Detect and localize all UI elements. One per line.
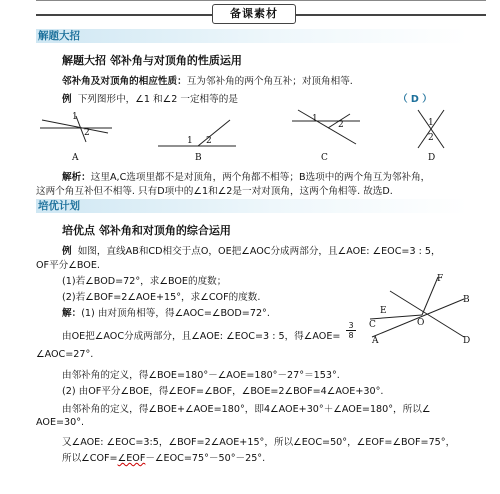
solution-line1 <box>62 305 270 319</box>
example2-text: 如图，直线AB和CD相交于点O，OE把∠AOC分成两部分，且∠AOE: ∠EOC=3 : 5， <box>77 246 441 257</box>
analysis-line1 <box>62 169 430 183</box>
fig-d-angle2: 2 <box>428 133 434 143</box>
solution-label: 解： <box>62 308 82 319</box>
property-line <box>62 73 353 87</box>
fig-c-angle1: 1 <box>312 114 318 124</box>
label-d: D <box>463 336 471 346</box>
solution-line5: (2) 由OF平分∠BOE，得∠EOF=∠BOF，∠BOE=2∠BOF=4∠AOE+30°. <box>62 386 384 397</box>
section-label-advanced: 培优计划 <box>36 199 468 213</box>
analysis-label: 解析： <box>62 172 91 183</box>
example1-text: 下列图形中，∠1 和∠2 一定相等的是 <box>77 94 238 105</box>
solution-line9 <box>62 450 265 464</box>
banner-title: 备课素材 <box>212 4 296 24</box>
analysis-line2: 这两个角互补但不相等. 只有D项中的∠1和∠2是一对对顶角，这两个角相等. 故选D. <box>36 186 393 197</box>
fig-a-angle1: 1 <box>72 112 78 122</box>
solution-line3: ∠AOC=27°. <box>36 349 94 360</box>
figure-c <box>292 110 360 144</box>
fig-a-angle2: 2 <box>84 128 90 138</box>
label-c: C <box>369 320 376 330</box>
example1-line <box>62 91 238 105</box>
fraction-numerator: 3 <box>348 321 354 330</box>
fig-b-caption: B <box>195 153 202 163</box>
section-label-tips: 解题大招 <box>36 29 468 43</box>
label-b: B <box>463 295 470 305</box>
fig-d-angle1: 1 <box>428 118 434 128</box>
solution9-c: －∠EOC=75°－50°－25°. <box>145 453 266 464</box>
solution9-b: ∠EOF <box>117 453 146 464</box>
solution-text1: (1) 由对顶角相等，得∠AOC=∠BOD=72°. <box>81 308 270 319</box>
example2-line2: OF平分∠BOE. <box>36 260 100 271</box>
analysis-text1: 这里A,C选项里都不是对顶角，两个角都不相等；B选项中的两个角互为邻补角， <box>90 172 431 183</box>
label-o: O <box>417 318 425 328</box>
section1-title: 解题大招 邻补角与对顶角的性质运用 <box>62 54 242 67</box>
example2-line1 <box>62 243 441 257</box>
label-a: A <box>372 336 379 346</box>
top-border <box>36 0 486 1</box>
solution-line7: AOE=30°. <box>36 417 85 428</box>
property-text: 互为邻补角的两个角互补；对顶角相等. <box>186 76 353 87</box>
fig-b-angle2: 2 <box>206 136 212 146</box>
fig-c-angle2: 2 <box>338 120 344 130</box>
solution9-a: 所以∠COF= <box>62 453 118 464</box>
question1: (1)若∠BOD=72°，求∠BOE的度数； <box>62 276 227 287</box>
example1-answer: （ D ） <box>398 94 432 105</box>
fraction-three-eighths <box>346 321 356 340</box>
example1-label: 例 <box>62 94 72 105</box>
fig-d-caption: D <box>428 153 436 163</box>
solution-line8: 又∠AOE: ∠EOC=3:5，∠BOF=2∠AOE+15°，所以∠EOC=50°，∠EOF=∠BOF=75°， <box>62 437 456 448</box>
figures-row <box>30 104 470 162</box>
section2-title: 培优点 邻补角和对顶角的综合运用 <box>62 224 231 237</box>
solution-line6: 由邻补角的定义，得∠BOE+∠AOE=180°，即4∠AOE+30°＋∠AOE=180°，所以∠ <box>62 404 431 415</box>
label-f: F <box>437 274 444 284</box>
figure-b <box>158 120 236 146</box>
solution-line4: 由邻补角的定义，得∠BOE=180°－∠AOE=180°－27°＝153°. <box>62 370 340 381</box>
fig-a-caption: A <box>72 153 79 163</box>
fig-c-caption: C <box>321 153 328 163</box>
question2: (2)若∠BOF=2∠AOE+15°，求∠COF的度数. <box>62 292 261 303</box>
fig-b-angle1: 1 <box>187 136 193 146</box>
fraction-denominator: 8 <box>346 330 356 340</box>
label-e: E <box>380 306 387 316</box>
solution-line2: 由OE把∠AOC分成两部分，且∠AOE: ∠EOC=3 : 5，得∠AOE= <box>62 331 341 342</box>
property-label: 邻补角及对顶角的相应性质： <box>62 76 187 87</box>
example2-label: 例 <box>62 246 72 257</box>
